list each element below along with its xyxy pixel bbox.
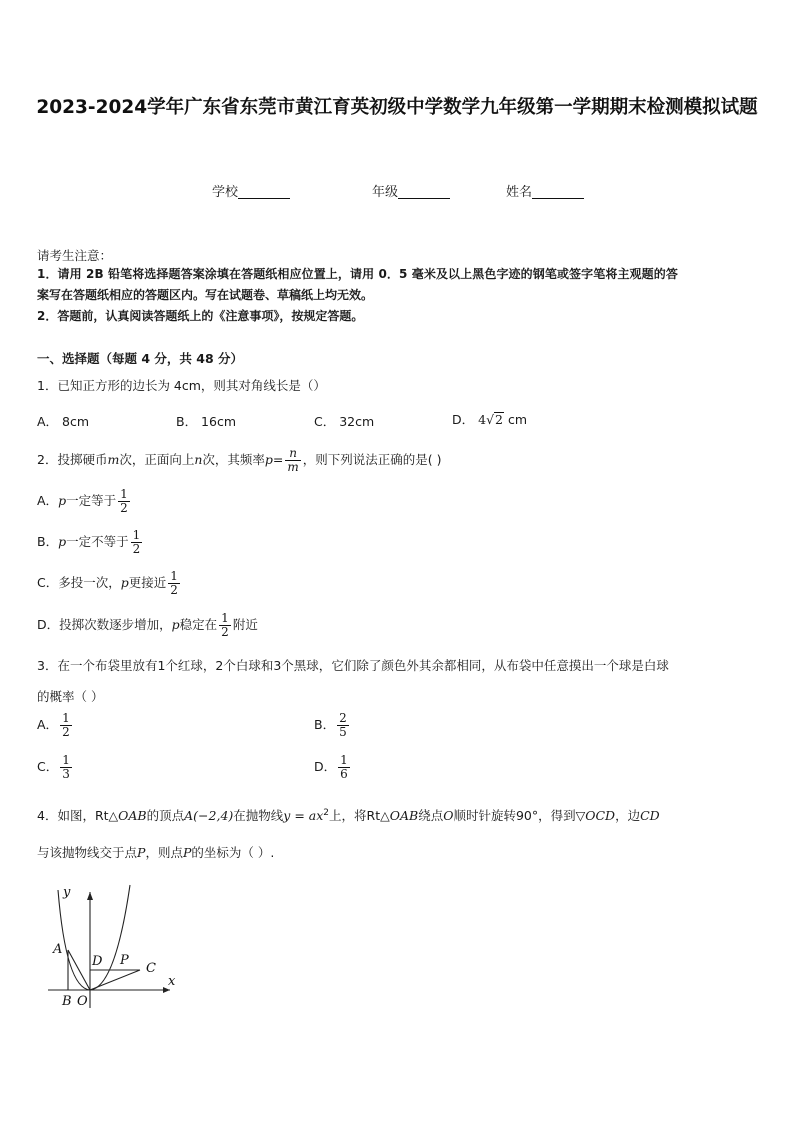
label-O: O: [77, 994, 88, 1009]
label-B: B: [62, 994, 72, 1009]
notice-item-1b: 案写在答题纸相应的答题区内。写在试题卷、草稿纸上均无效。: [37, 288, 374, 302]
notice-heading: 请考生注意：: [37, 248, 113, 263]
parabola-figure: [40, 880, 190, 1015]
q1-option-d: D． 4√2 cm: [452, 412, 528, 427]
q1-stem: 1．已知正方形的边长为 4cm，则其对角线长是（）: [37, 378, 326, 393]
notice-item-1a: 1．请用 2B 铅笔将选择题答案涂填在答题纸相应位置上，请用 0．5 毫米及以上黑色字迹的钢笔或签字笔将主观题的答: [37, 267, 678, 281]
q2-option-d: D．投掷次数逐步增加，p稳定在 $\frac{1}{2}$ 附近: [37, 611, 258, 639]
parabola-curve: [58, 885, 130, 990]
q3-option-c: C． $\frac{1}{3}$: [37, 753, 70, 781]
q2-option-a: A．p一定等于 $\frac{1}{2}$: [37, 487, 128, 515]
name-label: 姓名: [506, 185, 533, 200]
q2-stem: 2．投掷硬币m次，正面向上n次，其频率p= $\frac{n}{m}$ ，则下列说法正确的是( ): [37, 446, 442, 474]
school-label: 学校: [212, 185, 239, 200]
label-D: D: [92, 954, 103, 969]
q1-option-c: C． 32cm: [314, 414, 375, 429]
label-P: P: [120, 953, 129, 968]
school-field[interactable]: [212, 181, 290, 200]
q2-option-c: C．多投一次，p更接近 $\frac{1}{2}$: [37, 569, 178, 597]
name-field[interactable]: [506, 181, 584, 200]
q3-option-b: B． $\frac{2}{5}$: [314, 711, 347, 739]
page-title: 2023-2024学年广东省东莞市黄江育英初级中学数学九年级第一学期期末检测模拟试题: [36, 97, 758, 118]
q4-stem-line-1: 4．如图，Rt△OAB的顶点A(−2,4)在抛物线$y = ax^2$上，将Rt△OAB绕点O顺时针旋转90°，得到▽OCD，边CD: [37, 807, 660, 823]
q2-option-b: B．p一定不等于 $\frac{1}{2}$: [37, 528, 141, 556]
q3-option-a: A． $\frac{1}{2}$: [37, 711, 70, 739]
q1-option-b: B． 16cm: [176, 414, 237, 429]
grade-label: 年级: [372, 185, 399, 200]
q3-option-d: D． $\frac{1}{6}$: [314, 753, 348, 781]
q3-stem-line-2: 的概率（ ）: [37, 689, 104, 704]
label-y: y: [63, 885, 71, 900]
label-C: C: [146, 961, 156, 976]
q1-option-a: A． 8cm: [37, 414, 90, 429]
notice-item-2: 2．答题前，认真阅读答题纸上的《注意事项》，按规定答题。: [37, 309, 364, 323]
y-axis-arrow: [87, 892, 93, 900]
section-heading: 一、选择题（每题 4 分，共 48 分）: [37, 351, 244, 366]
grade-field[interactable]: [372, 181, 450, 200]
segment-OC: [90, 970, 140, 990]
label-x: x: [168, 974, 176, 989]
q3-stem-line-1: 3．在一个布袋里放有1个红球，2个白球和3个黑球，它们除了颜色外其余都相同，从布袋中任意摸出一个球是白球: [37, 658, 669, 673]
label-A: A: [53, 942, 63, 957]
segment-AO: [68, 950, 90, 990]
q4-stem-line-2: 与该抛物线交于点P，则点P的坐标为（ ）.: [37, 845, 275, 860]
